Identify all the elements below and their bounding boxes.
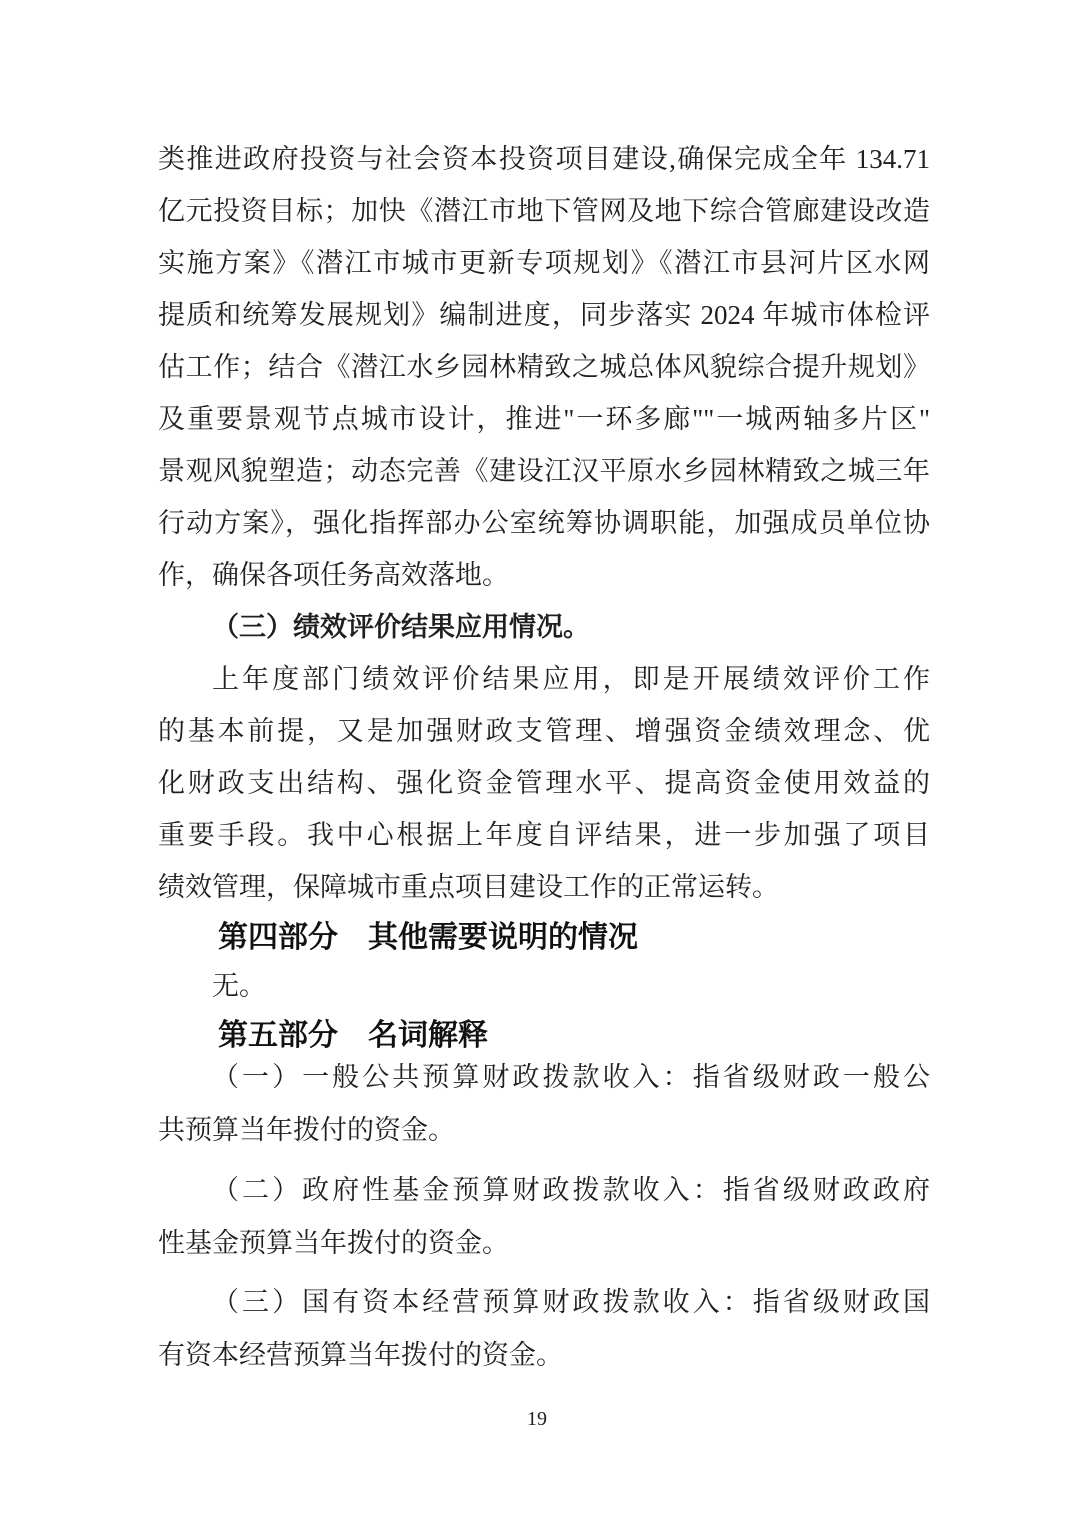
text-line: 类推进政府投资与社会资本投资项目建设,确保完成全年 134.71 [158,144,930,174]
text-line: 行动方案》，强化指挥部办公室统筹协调职能，加强成员单位协 [158,508,930,538]
page-number: 19 [527,1408,547,1430]
document-body [158,133,930,1382]
text-line: 的基本前提，又是加强财政支管理、增强资金绩效理念、优 [158,716,930,746]
heading-performance-results [158,601,930,653]
text-line: （二）政府性基金预算财政拨款收入：指省级财政政府 [212,1175,930,1205]
para-carryover [158,133,930,601]
page-footer [0,1405,1074,1433]
text-line: 性基金预算当年拨付的资金。 [158,1228,509,1258]
text-line: 实施方案》《潜江市城市更新专项规划》《潜江市县河片区水网 [158,248,930,278]
term-def-2 [158,1164,930,1270]
text-line: 化财政支出结构、强化资金管理水平、提高资金使用效益的 [158,768,930,798]
text-line: 重要手段。我中心根据上年度自评结果，进一步加强了项目 [158,820,930,850]
term-def-3 [158,1276,930,1382]
para-performance-results [158,653,930,913]
text-line: （三）国有资本经营预算财政拨款收入：指省级财政国 [212,1287,930,1317]
text-line: 第四部分 其他需要说明的情况 [218,921,638,954]
text-line: 提质和统筹发展规划》编制进度，同步落实 2024 年城市体检评 [158,300,930,330]
text-line: 绩效管理，保障城市重点项目建设工作的正常运转。 [158,872,779,902]
para-none [158,962,930,1011]
text-line: （三）绩效评价结果应用情况。 [212,612,590,642]
text-line: 无。 [212,971,266,1001]
text-line: （一）一般公共预算财政拨款收入：指省级财政一般公 [212,1062,930,1092]
text-line: 上年度部门绩效评价结果应用，即是开展绩效评价工作 [212,664,930,694]
text-line: 及重要景观节点城市设计，推进"一环多廊""一城两轴多片区" [158,404,930,434]
heading-part4 [158,913,930,962]
text-line: 亿元投资目标；加快《潜江市地下管网及地下综合管廊建设改造 [158,196,930,226]
text-line: 作，确保各项任务高效落地。 [158,560,509,590]
text-line: 第五部分 名词解释 [218,1019,488,1052]
text-line: 共预算当年拨付的资金。 [158,1115,455,1145]
text-line: 有资本经营预算当年拨付的资金。 [158,1340,563,1370]
term-def-1 [158,1051,930,1157]
text-line: 估工作；结合《潜江水乡园林精致之城总体风貌综合提升规划》 [158,352,930,382]
text-line: 景观风貌塑造；动态完善《建设江汉平原水乡园林精致之城三年 [158,456,930,486]
